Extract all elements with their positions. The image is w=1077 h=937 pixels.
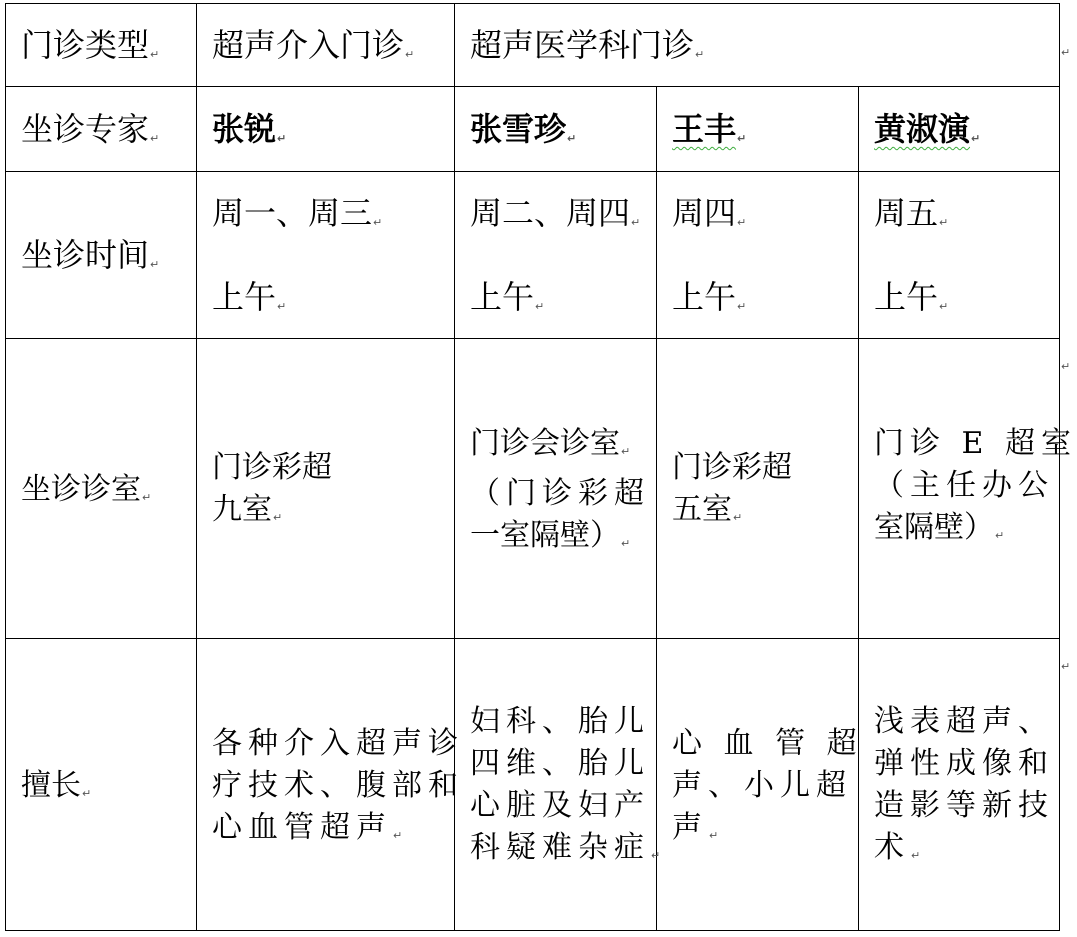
row-border-3 <box>5 338 1060 339</box>
time-period: 上午↵ <box>212 278 287 316</box>
time-days: 周一、周三↵ <box>212 194 383 232</box>
room-label: 坐诊诊室↵ <box>21 472 152 507</box>
room-value: 门诊 E 超室 （主任办公 室隔壁）↵ <box>874 426 1077 545</box>
row-end-mark: ↵ <box>1061 46 1071 59</box>
row-end-mark: ↵ <box>1061 360 1071 373</box>
header-interventional-clinic: 超声介入门诊↵ <box>212 26 415 64</box>
outpatient-schedule-table <box>5 3 1077 931</box>
header-medical-clinic: 超声医学科门诊↵ <box>470 26 705 64</box>
row-border-2 <box>5 171 1060 172</box>
expert-name: 黄淑演↵ <box>874 110 981 148</box>
room-value: 门诊彩超 九室↵ <box>212 450 332 527</box>
room-value: 门诊会诊室↵ （门诊彩超 一室隔壁）↵ <box>470 426 650 553</box>
specialty-value: 妇科、胎儿 四维、胎儿 心脏及妇产 科疑难杂症↵ <box>470 704 667 865</box>
time-period: 上午↵ <box>672 278 747 316</box>
row-end-mark: ↵ <box>1061 660 1071 673</box>
time-days: 周二、周四↵ <box>470 194 641 232</box>
room-value: 门诊彩超 五室↵ <box>672 450 792 527</box>
time-days: 周四↵ <box>672 194 747 232</box>
experts-label: 坐诊专家↵ <box>21 110 160 148</box>
col-border-left <box>5 3 6 931</box>
row-border-bottom <box>5 930 1060 931</box>
row-border-top <box>5 3 1060 4</box>
time-days: 周五↵ <box>874 194 949 232</box>
row-border-4 <box>5 638 1060 639</box>
row-border-1 <box>5 86 1060 87</box>
time-period: 上午↵ <box>874 278 949 316</box>
specialty-value: 各种介入超声诊 疗技术、腹部和 心血管超声↵ <box>212 726 464 845</box>
specialty-value: 浅表超声、 弹性成像和 造影等新技 术↵ <box>874 704 1054 865</box>
expert-name: 张锐↵ <box>212 110 287 148</box>
expert-name: 张雪珍↵ <box>470 110 577 148</box>
header-type-label: 门诊类型↵ <box>21 26 160 64</box>
time-period: 上午↵ <box>470 278 545 316</box>
specialty-label: 擅长↵ <box>21 768 92 803</box>
col-border-1 <box>196 3 197 931</box>
specialty-value: 心 血 管 超 声、小儿超 声↵ <box>672 726 863 845</box>
expert-name: 王丰↵ <box>672 110 747 148</box>
time-label: 坐诊时间↵ <box>21 236 160 274</box>
